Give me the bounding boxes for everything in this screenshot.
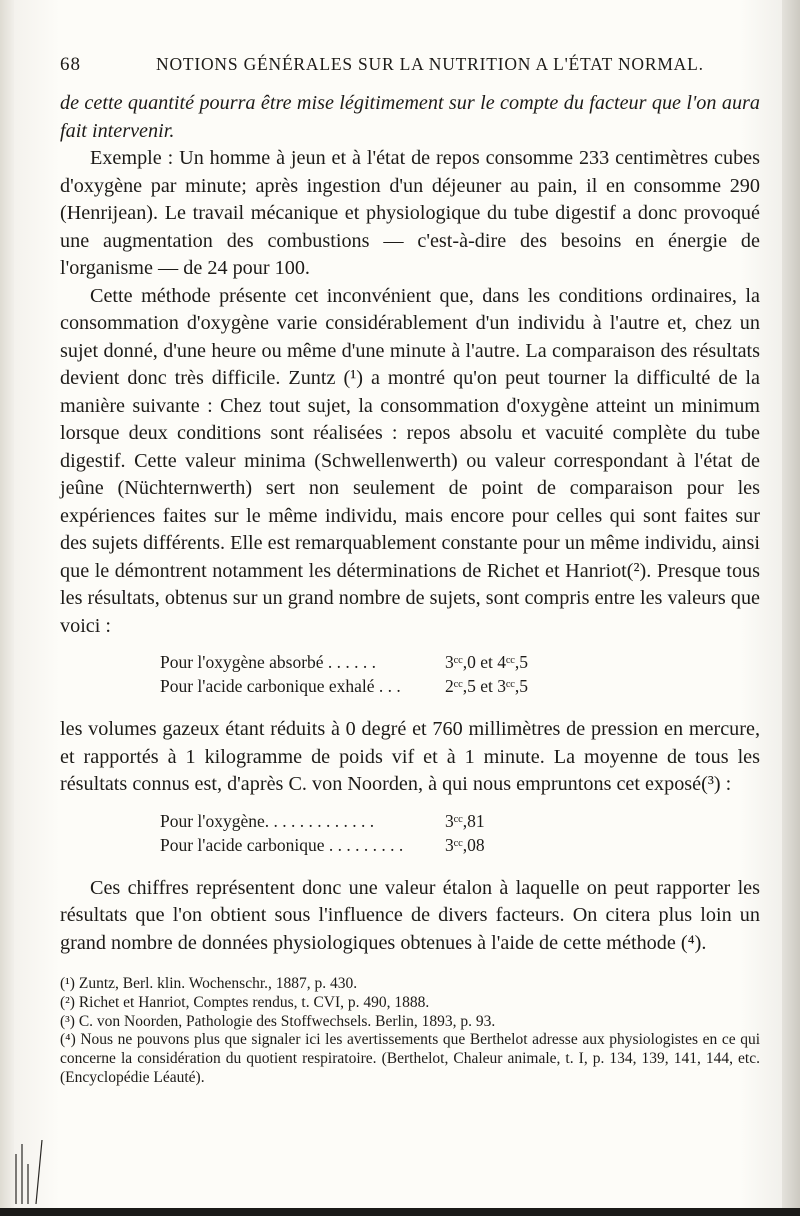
table-value: 2ᶜᶜ,5 et 3ᶜᶜ,5 xyxy=(445,676,529,696)
table-value: 3ᶜᶜ,81 xyxy=(445,810,485,831)
table-row xyxy=(160,833,580,857)
table-value: 3ᶜᶜ,0 et 4ᶜᶜ,5 xyxy=(445,652,529,672)
table-label: Pour l'oxygène. . . . . . . . . . . . . xyxy=(160,810,375,831)
page-left-edge xyxy=(0,0,14,1216)
paragraph-4: les volumes gazeux étant réduits à 0 degré et 760 millimètres de pression en mercure, et rapportés à 1 kilogramme de poids vif et à 1 minute. La moyenne de tous les résultats connus est, d'après C. von Noorden, à qui nous empruntons cet exposé(³) : xyxy=(60,718,760,795)
table-row xyxy=(160,674,580,698)
footnote-2: (²) Richet et Hanriot, Comptes rendus, t. CVI, p. 490, 1888. xyxy=(60,993,430,1011)
footnote-1: (¹) Zuntz, Berl. klin. Wochenschr., 1887, p. 430. xyxy=(60,975,358,992)
values-table-2 xyxy=(60,809,760,857)
paragraph-1: de cette quantité pourra être mise légitimement sur le compte du facteur que l'on aura fait intervenir. xyxy=(60,92,760,142)
table-label: Pour l'acide carbonique . . . . . . . . . xyxy=(160,834,404,855)
table-row xyxy=(160,809,580,833)
table-label: Pour l'acide carbonique exhalé . . . xyxy=(160,676,401,696)
page-header xyxy=(60,54,760,80)
paragraph-5: Ces chiffres représentent donc une valeur étalon à laquelle on peut rapporter les résultats que l'on obtient sous l'influence de divers facteurs. On citera plus loin un grand nombre de données physiologiques obtenues à l'aide de cette méthode (⁴). xyxy=(60,876,760,954)
paragraph-2: Exemple : Un homme à jeun et à l'état de repos consomme 233 centimètres cubes d'oxygène par minute; après ingestion d'un déjeuner au pain, il en consomme 290 (Henrijean). Le travail mécanique et physiologique du tube digestif a donc provoqué une augmentation des combustions — c'est-à-dire des besoins en énergie de l'organisme — de 24 pour 100. xyxy=(60,147,760,279)
page-number: 68 xyxy=(60,54,81,75)
footnote-3: (³) C. von Noorden, Pathologie des Stoffwechsels. Berlin, 1893, p. 93. xyxy=(60,1012,496,1030)
values-table-1 xyxy=(60,650,760,698)
table-row xyxy=(160,650,580,674)
table-value: 3ᶜᶜ,08 xyxy=(445,834,485,855)
body-text xyxy=(60,90,760,957)
footnote-4: (⁴) Nous ne pouvons plus que signaler ici les avertissements que Berthelot adresse aux physiologistes en ce qui concerne la considération du quotient respiratoire. (Berthelot, Chaleur animale, t. I, p. 134, 139, 141, 144, etc. (Encyclopédie Léauté). xyxy=(60,1031,760,1086)
paragraph-3: Cette méthode présente cet inconvénient que, dans les conditions ordinaires, la consommation d'oxygène varie considérablement d'un individu à l'autre et, chez un sujet donné, d'une heure ou même d'une minute à l'autre. La comparaison des résultats devient donc très difficile. Zuntz (¹) a montré qu'on peut tourner la difficulté de la manière suivante : Chez tout sujet, la consommation d'oxygène atteint un minimum lorsque deux conditions sont réalisées : repos absolu et vacuité complète du tube digestif. Cette valeur minima (Schwellenwerth) ou valeur correspondant à l'état de jeûne (Nüchternwerth) sert non seulement de point de comparaison pour les expériences faites sur le même individu, mais encore pour celles qui sont faites sur des sujets différents. Elle est remarquablement constante pour un même individu, ainsi que le démontrent notamment les déterminations de Richet et Hanriot(²). Presque tous les résultats, obtenus sur un grand nombre de sujets, sont compris entre les valeurs que voici : xyxy=(60,284,760,637)
running-title: NOTIONS GÉNÉRALES SUR LA NUTRITION A L'ÉTAT NORMAL. xyxy=(156,54,704,74)
footnotes xyxy=(60,975,760,1088)
page-right-edge xyxy=(782,0,800,1216)
bottom-edge-band xyxy=(0,1208,800,1216)
scan-corner-mark xyxy=(12,1134,68,1208)
table-label: Pour l'oxygène absorbé . . . . . . xyxy=(160,652,377,672)
